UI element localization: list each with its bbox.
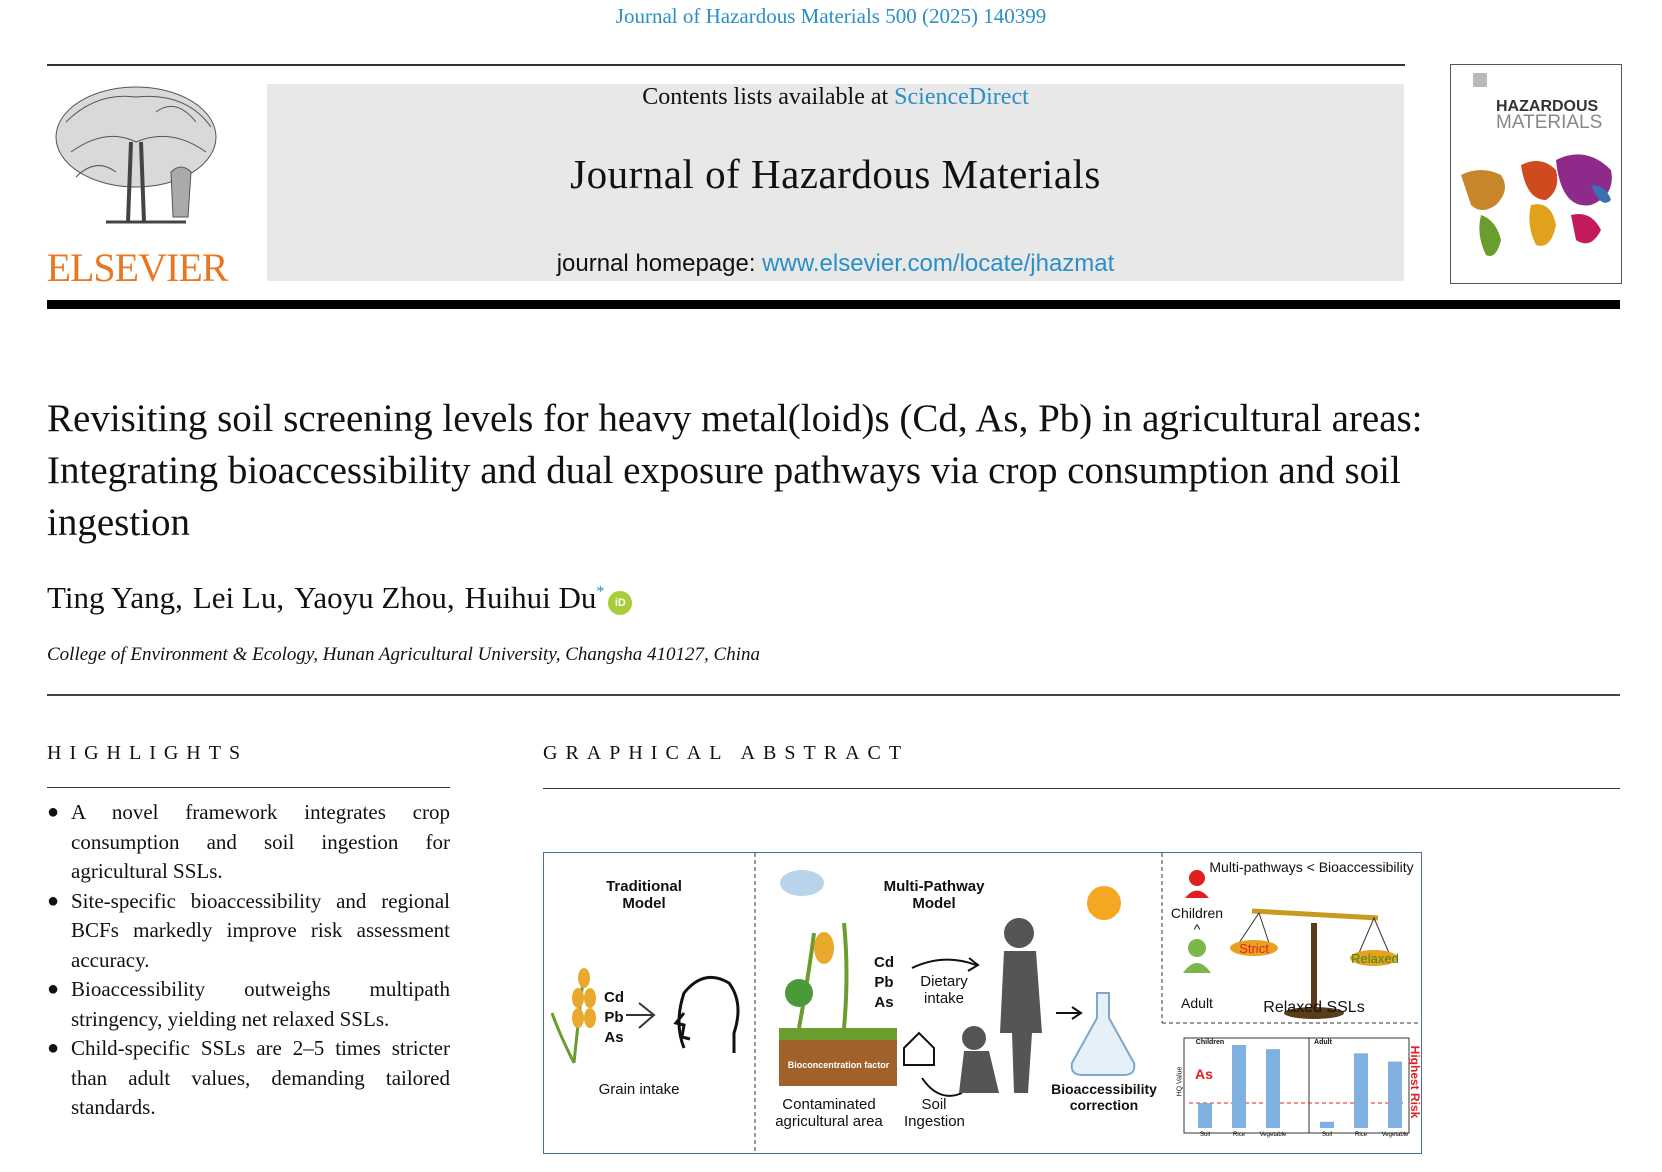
metal-pb: Pb [874,974,894,991]
sun-icon [1087,886,1121,920]
publisher-wordmark: ELSEVIER [46,245,228,290]
contents-prefix: Contents lists available at [642,84,889,110]
hq-bar-adult-rice [1354,1053,1368,1128]
journal-citation[interactable]: Journal of Hazardous Materials 500 (2025) 140399 [615,4,1047,28]
highest-risk-label: Highest Risk [1408,1045,1422,1119]
traditional-model-label: Traditional Model [606,878,682,912]
author-name[interactable]: Yaoyu Zhou [294,580,447,615]
adult-icon [1188,939,1206,957]
hq-bar-children-vegetable [1266,1049,1280,1128]
cloud-icon [780,870,824,896]
highlight-item: ● A novel framework integrates crop consumption and soil ingestion for agricultural SSLs. [47,798,450,887]
house-icon [904,1033,934,1065]
cover-title-line2: MATERIALS [1496,112,1603,133]
hq-axis-label: HQ Value [1176,1066,1184,1097]
journal-title: Journal of Hazardous Materials [570,151,1101,197]
cover-journal-name [1496,99,1602,131]
child-silhouette [959,1026,999,1093]
graphical-abstract-heading: GRAPHICAL ABSTRACT [543,742,910,764]
strict-label: Strict [1239,941,1269,956]
relaxed-ssls-label: Relaxed SSLs [1263,999,1365,1016]
homepage-line [267,250,1404,278]
hq-bar-children-soil [1198,1103,1212,1128]
grain-metal-list [604,988,624,1048]
grain-icon [552,968,596,1063]
graphical-abstract-rule [543,788,1620,789]
flask-icon [1072,993,1135,1075]
soil-metal-list [874,953,894,1013]
author-list: Ting Yang, Lei Lu, Yaoyu Zhou, Huihui Du*iD [47,580,632,616]
top-divider [47,64,1405,66]
hq-bar-children-rice [1232,1045,1246,1128]
corresponding-author-mark[interactable]: * [596,583,605,601]
adult-label: Adult [1181,995,1213,1011]
as-label: As [1195,1066,1213,1082]
hq-category-label: Rice [1232,1132,1246,1138]
author-name[interactable]: Lei Lu [192,580,277,615]
journal-cover-thumbnail[interactable] [1450,64,1622,284]
multi-pathway-model-label: Multi-Pathway Model [883,878,985,912]
relaxed-label: Relaxed [1351,951,1399,966]
comparison-label: Multi-pathways < Bioaccessibility [1209,859,1414,875]
homepage-prefix: journal homepage: [556,250,756,277]
adult-silhouette [1000,918,1042,1093]
contaminated-area-label: Contaminated agricultural area [775,1096,883,1130]
section-divider [47,694,1620,696]
metal-as: As [604,1029,624,1046]
dietary-intake-label: Dietary intake [920,973,968,1007]
highlight-item: ● Site-specific bioaccessibility and regional BCFs markedly improve risk assessment accuracy. [47,887,450,976]
children-label: Children [1170,905,1224,921]
hq-category-label: Soil [1199,1132,1211,1138]
author-name[interactable]: Huihui Du [464,580,597,615]
bioconcentration-factor-label: Bioconcentration factor [787,1060,890,1070]
grain-intake-label: Grain intake [598,1081,680,1098]
hq-category-label: Rice [1354,1132,1368,1138]
bioaccessibility-correction-label: Bioaccessibility correction [1051,1081,1157,1113]
header-divider [47,300,1620,309]
highlight-item: ● Child-specific SSLs are 2–5 times stricter than adult values, demanding tailored standards. [47,1034,450,1123]
journal-banner [267,84,1404,281]
hq-bar-adult-vegetable [1388,1062,1402,1128]
author-name[interactable]: Ting Yang [47,580,176,615]
highlights-list [47,798,450,1123]
contents-line [267,84,1404,111]
highlight-item: ● Bioaccessibility outweighs multipath stringency, yielding net relaxed SSLs. [47,975,450,1034]
children-panel-label: Children [1195,1039,1225,1046]
article-title: Revisiting soil screening levels for heavy metal(loid)s (Cd, As, Pb) in agricultural areas: Integrating bioaccessibility and dual exposure pathways via crop consumption and soil ingestion [47,397,1423,544]
metal-as: As [874,994,894,1011]
metal-cd: Cd [604,989,624,1006]
cover-title-line1: HAZARDOUS [1496,98,1599,115]
soil-ingestion-label: Soil Ingestion [904,1096,965,1130]
metal-pb: Pb [604,1009,624,1026]
metal-cd: Cd [874,954,894,971]
hq-category-label: Vegetable [1259,1132,1287,1138]
highlights-rule [47,787,450,788]
orcid-icon[interactable]: iD [608,591,632,615]
hq-bar-chart [1198,1045,1409,1138]
adult-panel-label: Adult [1314,1039,1332,1046]
sciencedirect-link[interactable]: ScienceDirect [894,84,1029,110]
hq-bar-adult-soil [1320,1122,1334,1128]
head-icon [679,977,738,1053]
graphical-abstract-figure[interactable] [543,852,1422,1154]
highlights-heading: HIGHLIGHTS [47,742,249,764]
children-icon [1189,870,1205,886]
hq-category-label: Vegetable [1381,1132,1409,1138]
hq-category-label: Soil [1321,1132,1333,1138]
homepage-link[interactable]: www.elsevier.com/locate/jhazmat [762,250,1115,277]
affiliation: College of Environment & Ecology, Hunan Agricultural University, Changsha 410127, China [47,644,760,665]
greater-than-sign: ^ [1193,921,1201,937]
